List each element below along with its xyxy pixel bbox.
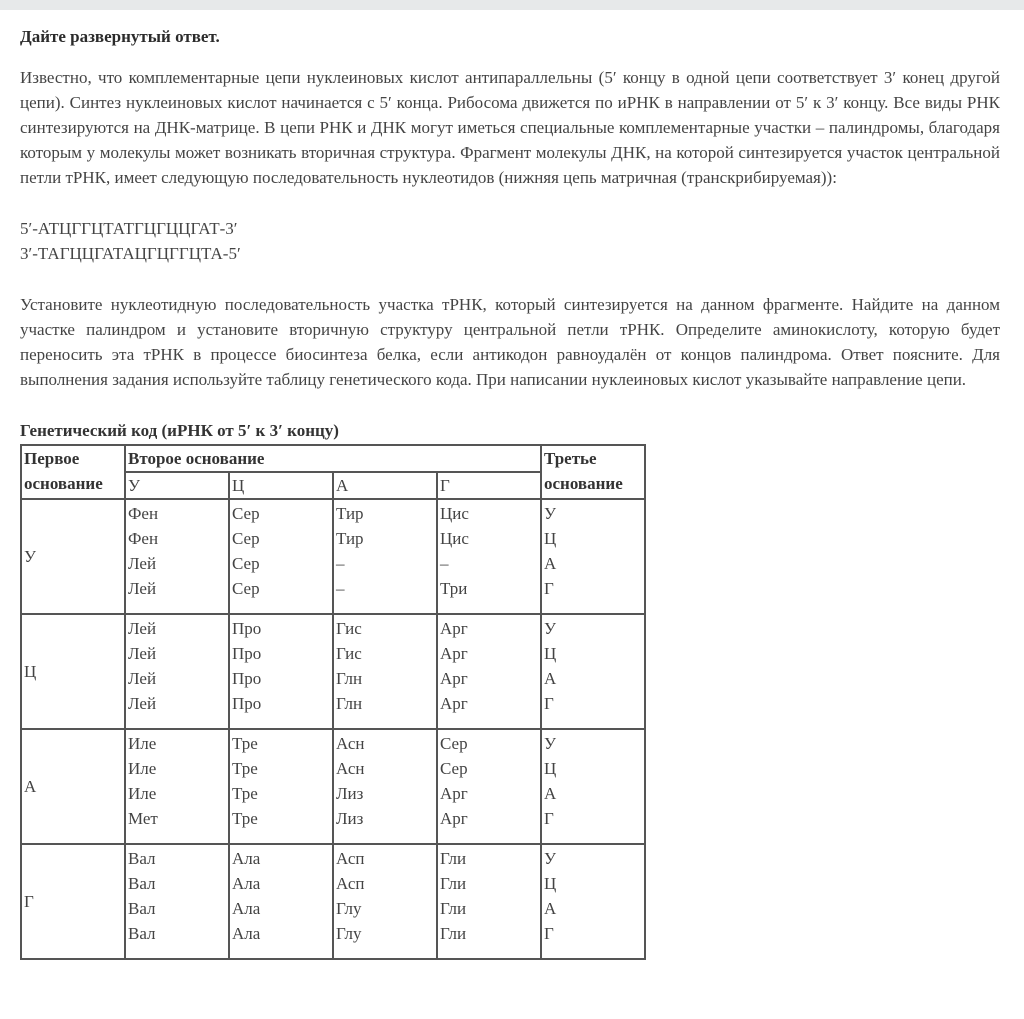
dna-bottom-strand: 3′-ТАГЦЦГАТАЦГЦГГЦТА-5′ <box>20 244 241 263</box>
amino-acid: Тре <box>232 809 258 828</box>
amino-acid: Арг <box>440 669 468 688</box>
third-base: Ц <box>544 759 557 778</box>
table-header-row <box>21 445 645 472</box>
amino-acid: Глу <box>336 899 362 918</box>
amino-acid: – <box>336 579 345 598</box>
amino-acid: Асн <box>336 734 365 753</box>
amino-acid: Асн <box>336 759 365 778</box>
genetic-code-table <box>20 444 646 960</box>
third-base: Ц <box>544 644 557 663</box>
codon-cell <box>437 844 541 959</box>
amino-acid: Арг <box>440 619 468 638</box>
third-base: А <box>544 784 557 803</box>
dna-top-strand: 5′-АТЦГГЦТАТГЦГЦЦГАТ-3′ <box>20 219 238 238</box>
amino-acid: Ала <box>232 874 261 893</box>
amino-acid: Гли <box>440 924 467 943</box>
header-third-base <box>541 445 645 499</box>
header-first-base <box>21 445 125 499</box>
amino-acid: Лей <box>128 644 157 663</box>
codon-cell <box>229 729 333 844</box>
third-base: Ц <box>544 874 557 893</box>
third-base: Г <box>544 924 554 943</box>
third-base: Ц <box>544 529 557 548</box>
amino-acid: Сер <box>440 759 468 778</box>
amino-acid: Глу <box>336 924 362 943</box>
top-bar <box>0 0 1024 10</box>
table-row <box>21 844 645 959</box>
third-base: У <box>544 504 557 523</box>
amino-acid: Гли <box>440 899 467 918</box>
amino-acid: Арг <box>440 809 468 828</box>
codon-cell <box>125 614 229 729</box>
codon-cell <box>125 499 229 614</box>
codon-cell <box>437 729 541 844</box>
second-base-u: У <box>125 472 229 499</box>
amino-acid: Лей <box>128 554 157 573</box>
dna-sequence-block <box>20 216 1000 266</box>
first-base-cell: Г <box>21 844 125 959</box>
codon-cell <box>333 499 437 614</box>
amino-acid: Гис <box>336 644 362 663</box>
amino-acid: Лей <box>128 669 157 688</box>
third-base: У <box>544 734 557 753</box>
third-base: Г <box>544 809 554 828</box>
amino-acid: Иле <box>128 734 157 753</box>
table-row <box>21 499 645 614</box>
amino-acid: Вал <box>128 849 156 868</box>
amino-acid: Арг <box>440 784 468 803</box>
amino-acid: Про <box>232 644 262 663</box>
amino-acid: Про <box>232 619 262 638</box>
codon-cell <box>125 844 229 959</box>
second-base-a: А <box>333 472 437 499</box>
amino-acid: Фен <box>128 529 159 548</box>
task-content <box>20 24 1000 960</box>
third-base: А <box>544 899 557 918</box>
first-base-cell: Ц <box>21 614 125 729</box>
header-third-base-line1: Третье <box>544 449 597 468</box>
amino-acid: Гис <box>336 619 362 638</box>
amino-acid: Гли <box>440 874 467 893</box>
amino-acid: Иле <box>128 759 157 778</box>
third-base: Г <box>544 579 554 598</box>
amino-acid: Лиз <box>336 809 364 828</box>
third-base-cell <box>541 614 645 729</box>
amino-acid: Ала <box>232 849 261 868</box>
third-base: У <box>544 849 557 868</box>
amino-acid: Вал <box>128 874 156 893</box>
codon-cell <box>437 614 541 729</box>
task-paragraph-question: Установите нуклеотидную последовательность участка тРНК, который синтезируется на данном фрагменте. Найдите на данном участке палиндром и установите вторичную структуру центральной петли тРНК. Определите аминокислоту, которую будет переносить эта тРНК в процессе биосинтеза белка, если антикодон равноудалён от концов палиндрома. Ответ поясните. Для выполнения задания используйте таблицу генетического кода. При написании нуклеиновых кислот указывайте направление цепи. <box>20 295 1000 389</box>
amino-acid: Вал <box>128 924 156 943</box>
codon-cell <box>437 499 541 614</box>
codon-cell <box>333 844 437 959</box>
amino-acid: Ала <box>232 924 261 943</box>
codon-cell <box>333 729 437 844</box>
table-row <box>21 614 645 729</box>
first-base-cell: У <box>21 499 125 614</box>
amino-acid: Тир <box>336 504 364 523</box>
amino-acid: Глн <box>336 694 363 713</box>
amino-acid: Тре <box>232 734 258 753</box>
amino-acid: Тре <box>232 759 258 778</box>
task-heading: Дайте развернутый ответ. <box>20 27 220 46</box>
amino-acid: Мет <box>128 809 158 828</box>
amino-acid: Арг <box>440 694 468 713</box>
amino-acid: Три <box>440 579 468 598</box>
second-base-g: Г <box>437 472 541 499</box>
amino-acid: Про <box>232 694 262 713</box>
amino-acid: Арг <box>440 644 468 663</box>
third-base-cell <box>541 499 645 614</box>
codon-cell <box>229 499 333 614</box>
header-first-base-line2: основание <box>24 474 103 493</box>
first-base-cell: А <box>21 729 125 844</box>
codon-cell <box>229 844 333 959</box>
codon-cell <box>125 729 229 844</box>
table-row <box>21 729 645 844</box>
codon-cell <box>333 614 437 729</box>
third-base-cell <box>541 729 645 844</box>
codon-cell <box>229 614 333 729</box>
header-second-base: Второе основание <box>125 445 541 472</box>
amino-acid: Асп <box>336 849 365 868</box>
second-base-c: Ц <box>229 472 333 499</box>
amino-acid: Цис <box>440 504 469 523</box>
third-base: А <box>544 554 557 573</box>
amino-acid: – <box>440 554 449 573</box>
genetic-code-title: Генетический код (иРНК от 5′ к 3′ концу) <box>20 421 339 440</box>
amino-acid: Тре <box>232 784 258 803</box>
header-first-base-line1: Первое <box>24 449 80 468</box>
amino-acid: Сер <box>232 529 260 548</box>
amino-acid: Иле <box>128 784 157 803</box>
amino-acid: Фен <box>128 504 159 523</box>
amino-acid: Лей <box>128 694 157 713</box>
amino-acid: Лей <box>128 619 157 638</box>
third-base: У <box>544 619 557 638</box>
amino-acid: Цис <box>440 529 469 548</box>
amino-acid: Гли <box>440 849 467 868</box>
amino-acid: Вал <box>128 899 156 918</box>
task-paragraph-intro: Известно, что комплементарные цепи нуклеиновых кислот антипараллельны (5′ концу в одной цепи соответствует 3′ конец другой цепи). Синтез нуклеиновых кислот начинается с 5′ конца. Рибосома движется по иРНК в направлении от 5′ к 3′ концу. Все виды РНК синтезируются на ДНК-матрице. В цепи РНК и ДНК могут иметься специальные комплементарные участки – палиндромы, благодаря которым у молекулы может возникать вторичная структура. Фрагмент молекулы ДНК, на которой синтезируется участок центральной петли тРНК, имеет следующую последовательность нуклеотидов (нижняя цепь матричная (транскрибируемая)): <box>20 68 1000 187</box>
amino-acid: Ала <box>232 899 261 918</box>
amino-acid: – <box>336 554 345 573</box>
header-third-base-line2: основание <box>544 474 623 493</box>
amino-acid: Тир <box>336 529 364 548</box>
third-base: А <box>544 669 557 688</box>
amino-acid: Глн <box>336 669 363 688</box>
amino-acid: Асп <box>336 874 365 893</box>
amino-acid: Сер <box>232 504 260 523</box>
amino-acid: Лиз <box>336 784 364 803</box>
amino-acid: Сер <box>232 554 260 573</box>
amino-acid: Сер <box>440 734 468 753</box>
amino-acid: Сер <box>232 579 260 598</box>
amino-acid: Про <box>232 669 262 688</box>
third-base: Г <box>544 694 554 713</box>
amino-acid: Лей <box>128 579 157 598</box>
third-base-cell <box>541 844 645 959</box>
